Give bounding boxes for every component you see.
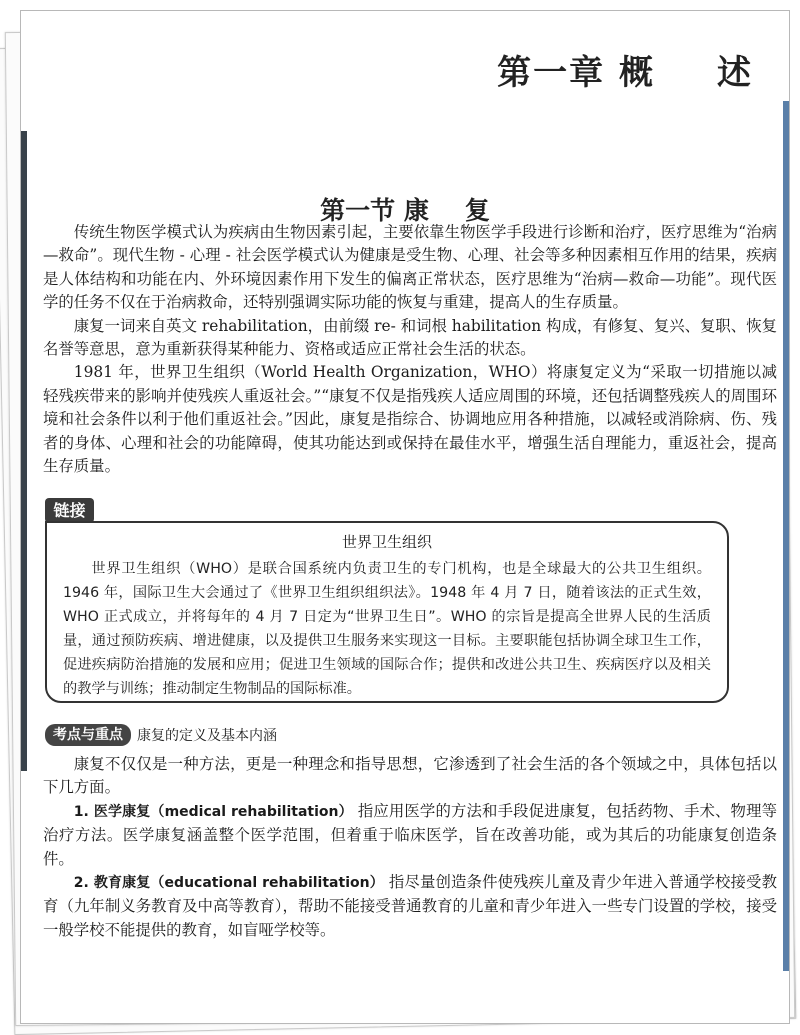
link-box-body: 世界卫生组织（WHO）是联合国系统内负责卫生的专门机构，也是全球最大的公共卫生组织。1946 年，国际卫生大会通过了《世界卫生组织组织法》。1948 年 4 月 7 日，随着该法的正式生效，WHO 正式成立，并将每年的 4 月 7 日定为“世界卫生日”。WHO 的宗旨是提高全世界人民的生活质量，通过预防疾病、增进健康，以及提供卫生服务来实现这一目标。主要职能包括协调全球卫生工作，促进疾病防治措施的发展和应用；促进卫生领域的国际合作；提供和改进公共卫生、疾病医疗以及相关的教学与训练；推动制定生物制品的国际标准。 (63, 561, 711, 697)
item-heading: 1. 医学康复（medical rehabilitation） (73, 803, 353, 820)
paragraph-intro: 康复不仅仅是一种方法，更是一种理念和指导思想，它渗透到了社会生活的各个领域之中，具体包括以下几方面。 (43, 755, 777, 797)
paragraph-etymology: 康复一词来自英文 rehabilitation，由前缀 re- 和词根 habilitation 构成，有修复、复兴、复职、恢复名誉等意思，意为重新获得某种能力、资格或适应正常社会生活的状态。 (43, 316, 777, 359)
paragraph-medical-model: 传统生物医学模式认为疾病由生物因素引起，主要依靠生物医学手段进行诊断和治疗，医疗思维为“治病—救命”。现代生物 - 心理 - 社会医学模式认为健康是受生物、心理、社会等多种因素相互作用的结果，疾病是人体结构和功能在内、外环境因素作用下发生的偏离正常状态，医疗思维为“治病—救命—功能”。现代医学的任务不仅在于治病救命，还特别强调实际功能的恢复与重建，提高人的生存质量。 (43, 223, 777, 312)
key-points-row (45, 723, 769, 747)
key-points-text: 康复的定义及基本内涵 (137, 728, 277, 744)
item-heading: 2. 教育康复（educational rehabilitation） (73, 875, 384, 892)
content-text (43, 753, 777, 942)
link-box-title: 世界卫生组织 (341, 533, 432, 551)
link-tag: 链接 (45, 498, 94, 523)
page-edge-blue (783, 101, 789, 971)
link-box (45, 521, 729, 703)
page-edge-dark (21, 131, 27, 771)
key-points-tag: 考点与重点 (45, 724, 131, 746)
paragraph-educational-rehab: 2. 教育康复（educational rehabilitation） 指尽量创造条件使残疾儿童及青少年进入普通学校接受教育（九年制义务教育及中高等教育），帮助不能接受普通教育的儿童和青少年进入一些专门设置的学校，接受一般学校不能提供的教育，如盲哑学校等。 (43, 873, 777, 939)
paragraph-who-definition: 1981 年，世界卫生组织（World Health Organization，WHO）将康复定义为“采取一切措施以减轻残疾带来的影响并使残疾人重返社会。”“康复不仅是指残疾人适应周围的环境，还包括调整残疾人的周围环境和社会条件以利于他们重返社会。”因此，康复是指综合、协调地应用各种措施，以减轻或消除病、伤、残者的身体、心理和社会的功能障碍，使其功能达到或保持在最佳水平，增强生活自理能力，重返社会，提高生存质量。 (43, 363, 777, 476)
section-title: 第一节 康 复 (320, 196, 490, 225)
main-text (43, 221, 777, 478)
book-page (20, 10, 790, 1024)
paragraph-medical-rehab: 1. 医学康复（medical rehabilitation） 指应用医学的方法和手段促进康复，包括药物、手术、物理等治疗方法。医学康复涵盖整个医学范围，但着重于临床医学，旨在改善功能，或为其后的功能康复创造条件。 (43, 801, 777, 868)
chapter-title: 第一章 概 述 (497, 53, 753, 93)
